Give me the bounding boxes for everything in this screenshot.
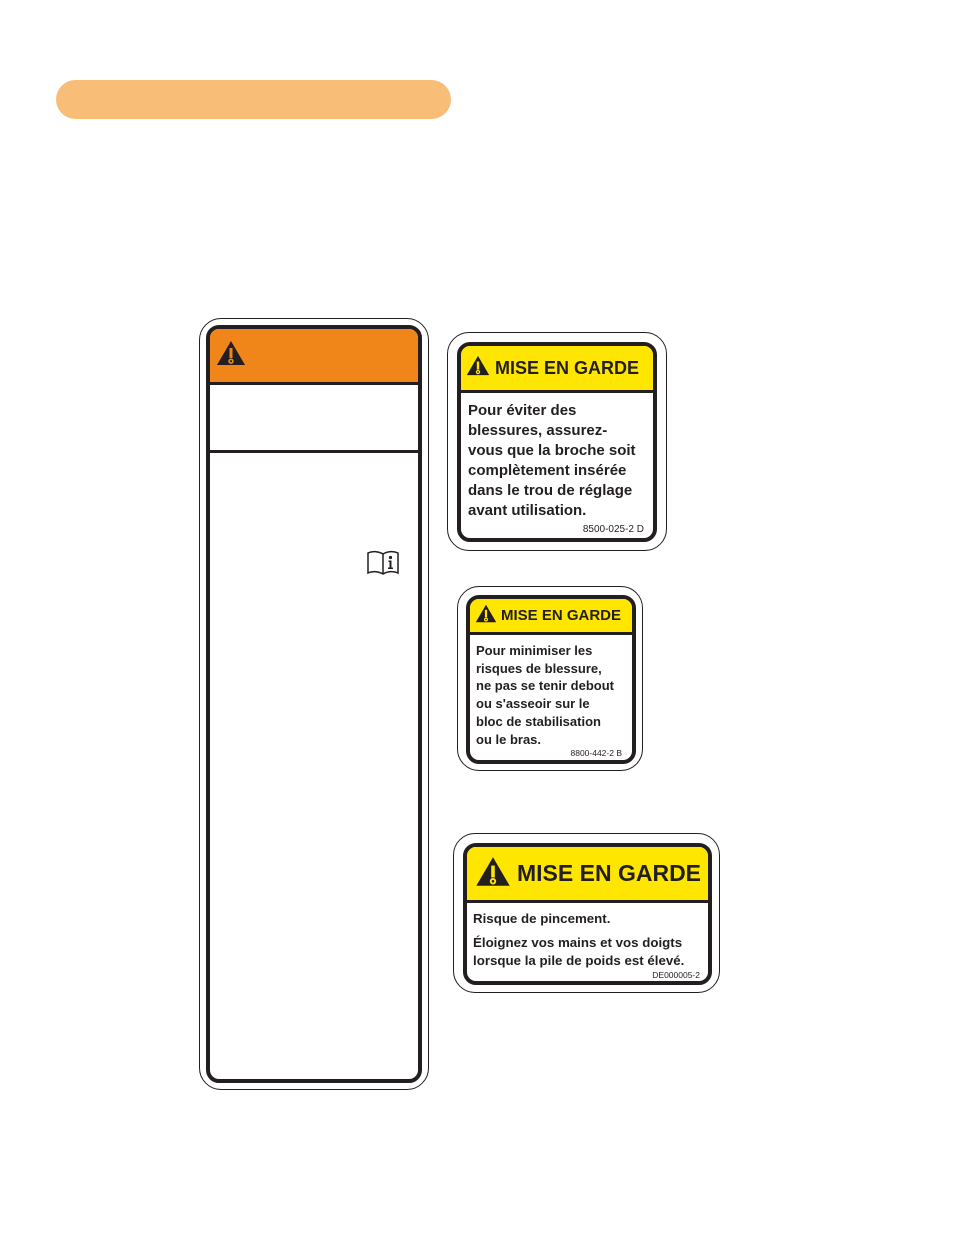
caution-label-pinch <box>453 833 720 993</box>
warning-triangle-icon <box>475 856 511 892</box>
warning-triangle-icon <box>466 355 490 381</box>
tall-warning-label <box>199 318 429 1090</box>
caution-label-stabilizer <box>457 586 643 771</box>
caution-title: MISE EN GARDE <box>501 607 622 624</box>
label-part-number: 8800-442-2 B <box>570 748 622 758</box>
caution-header <box>470 599 632 635</box>
caution-title: MISE EN GARDE <box>495 357 640 378</box>
caution-label-pin <box>447 332 667 551</box>
caution-message: Risque de pincement. Éloignez vos mains et vos doigts lorsque la pile de poids est élevé. <box>473 911 685 968</box>
tall-label-divider <box>210 450 418 453</box>
caution-message: Pour éviter des blessures, assurez- vous que la broche soit complètement insérée dans le trou de réglage avant utilisation. <box>468 402 636 519</box>
label-part-number: DE000005-2 <box>652 970 700 980</box>
caution-header <box>461 346 653 393</box>
section-header-bar <box>56 80 451 119</box>
caution-message: Pour minimiser les risques de blessure, ne pas se tenir debout ou s'asseoir sur le bloc de stabilisation ou le bras. <box>476 643 614 747</box>
read-manual-icon <box>367 550 399 580</box>
warning-triangle-icon <box>475 604 497 628</box>
warning-triangle-icon <box>216 340 246 371</box>
caution-header <box>467 847 708 903</box>
caution-title: MISE EN GARDE <box>517 860 702 886</box>
tall-label-header <box>210 329 418 385</box>
label-part-number: 8500-025-2 D <box>582 524 644 535</box>
